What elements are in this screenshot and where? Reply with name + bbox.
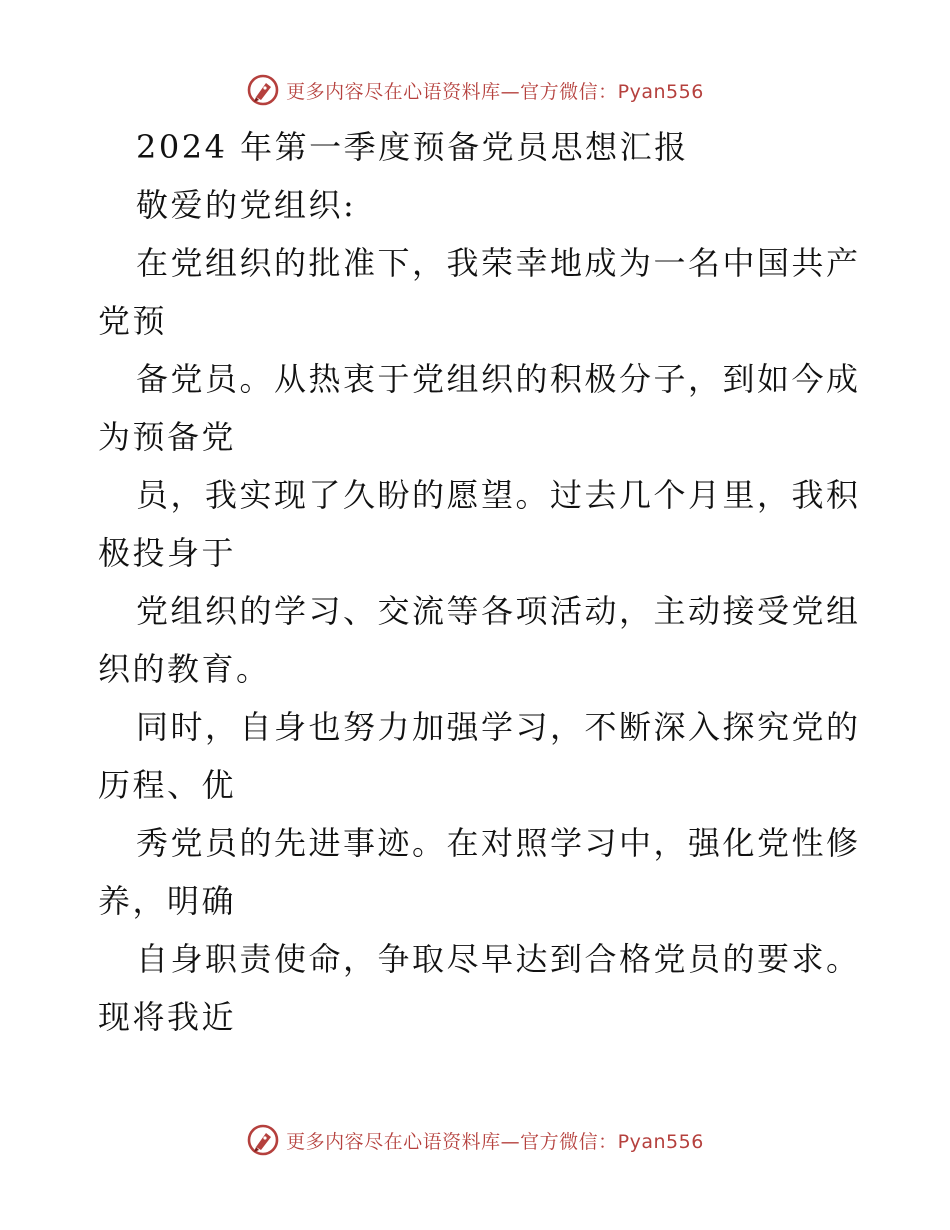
- body-line: 极投身于: [98, 534, 237, 572]
- body-line: 员，我实现了久盼的愿望。过去几个月里，我积: [136, 476, 861, 514]
- body-line: 为预备党: [98, 418, 237, 456]
- body-line: 养，明确: [98, 882, 237, 920]
- salutation: 敬爱的党组织:: [136, 186, 357, 224]
- body-line: 备党员。从热衷于党组织的积极分子，到如今成: [136, 360, 861, 398]
- watermark-banner-bottom: [0, 1120, 950, 1160]
- watermark-text: 更多内容尽在心语资料库—官方微信：Pyan556: [286, 1130, 704, 1153]
- body-line: 现将我近: [98, 998, 237, 1036]
- document-body: [98, 118, 861, 1046]
- body-line: 自身职责使命，争取尽早达到合格党员的要求。: [136, 940, 861, 978]
- body-line: 同时，自身也努力加强学习，不断深入探究党的: [136, 708, 861, 746]
- body-line: 党预: [98, 302, 168, 340]
- watermark-text: 更多内容尽在心语资料库—官方微信：Pyan556: [286, 80, 704, 103]
- pen-nib-logo-icon: [246, 73, 280, 107]
- body-line: 秀党员的先进事迹。在对照学习中，强化党性修: [136, 824, 861, 862]
- body-line: 历程、优: [98, 766, 237, 804]
- document-title: 2024 年第一季度预备党员思想汇报: [136, 128, 689, 166]
- body-line: 织的教育。: [98, 650, 271, 688]
- pen-nib-logo-icon: [246, 1123, 280, 1157]
- watermark-banner-top: [0, 70, 950, 110]
- body-line: 党组织的学习、交流等各项活动，主动接受党组: [136, 592, 861, 630]
- body-line: 在党组织的批准下，我荣幸地成为一名中国共产: [136, 244, 861, 282]
